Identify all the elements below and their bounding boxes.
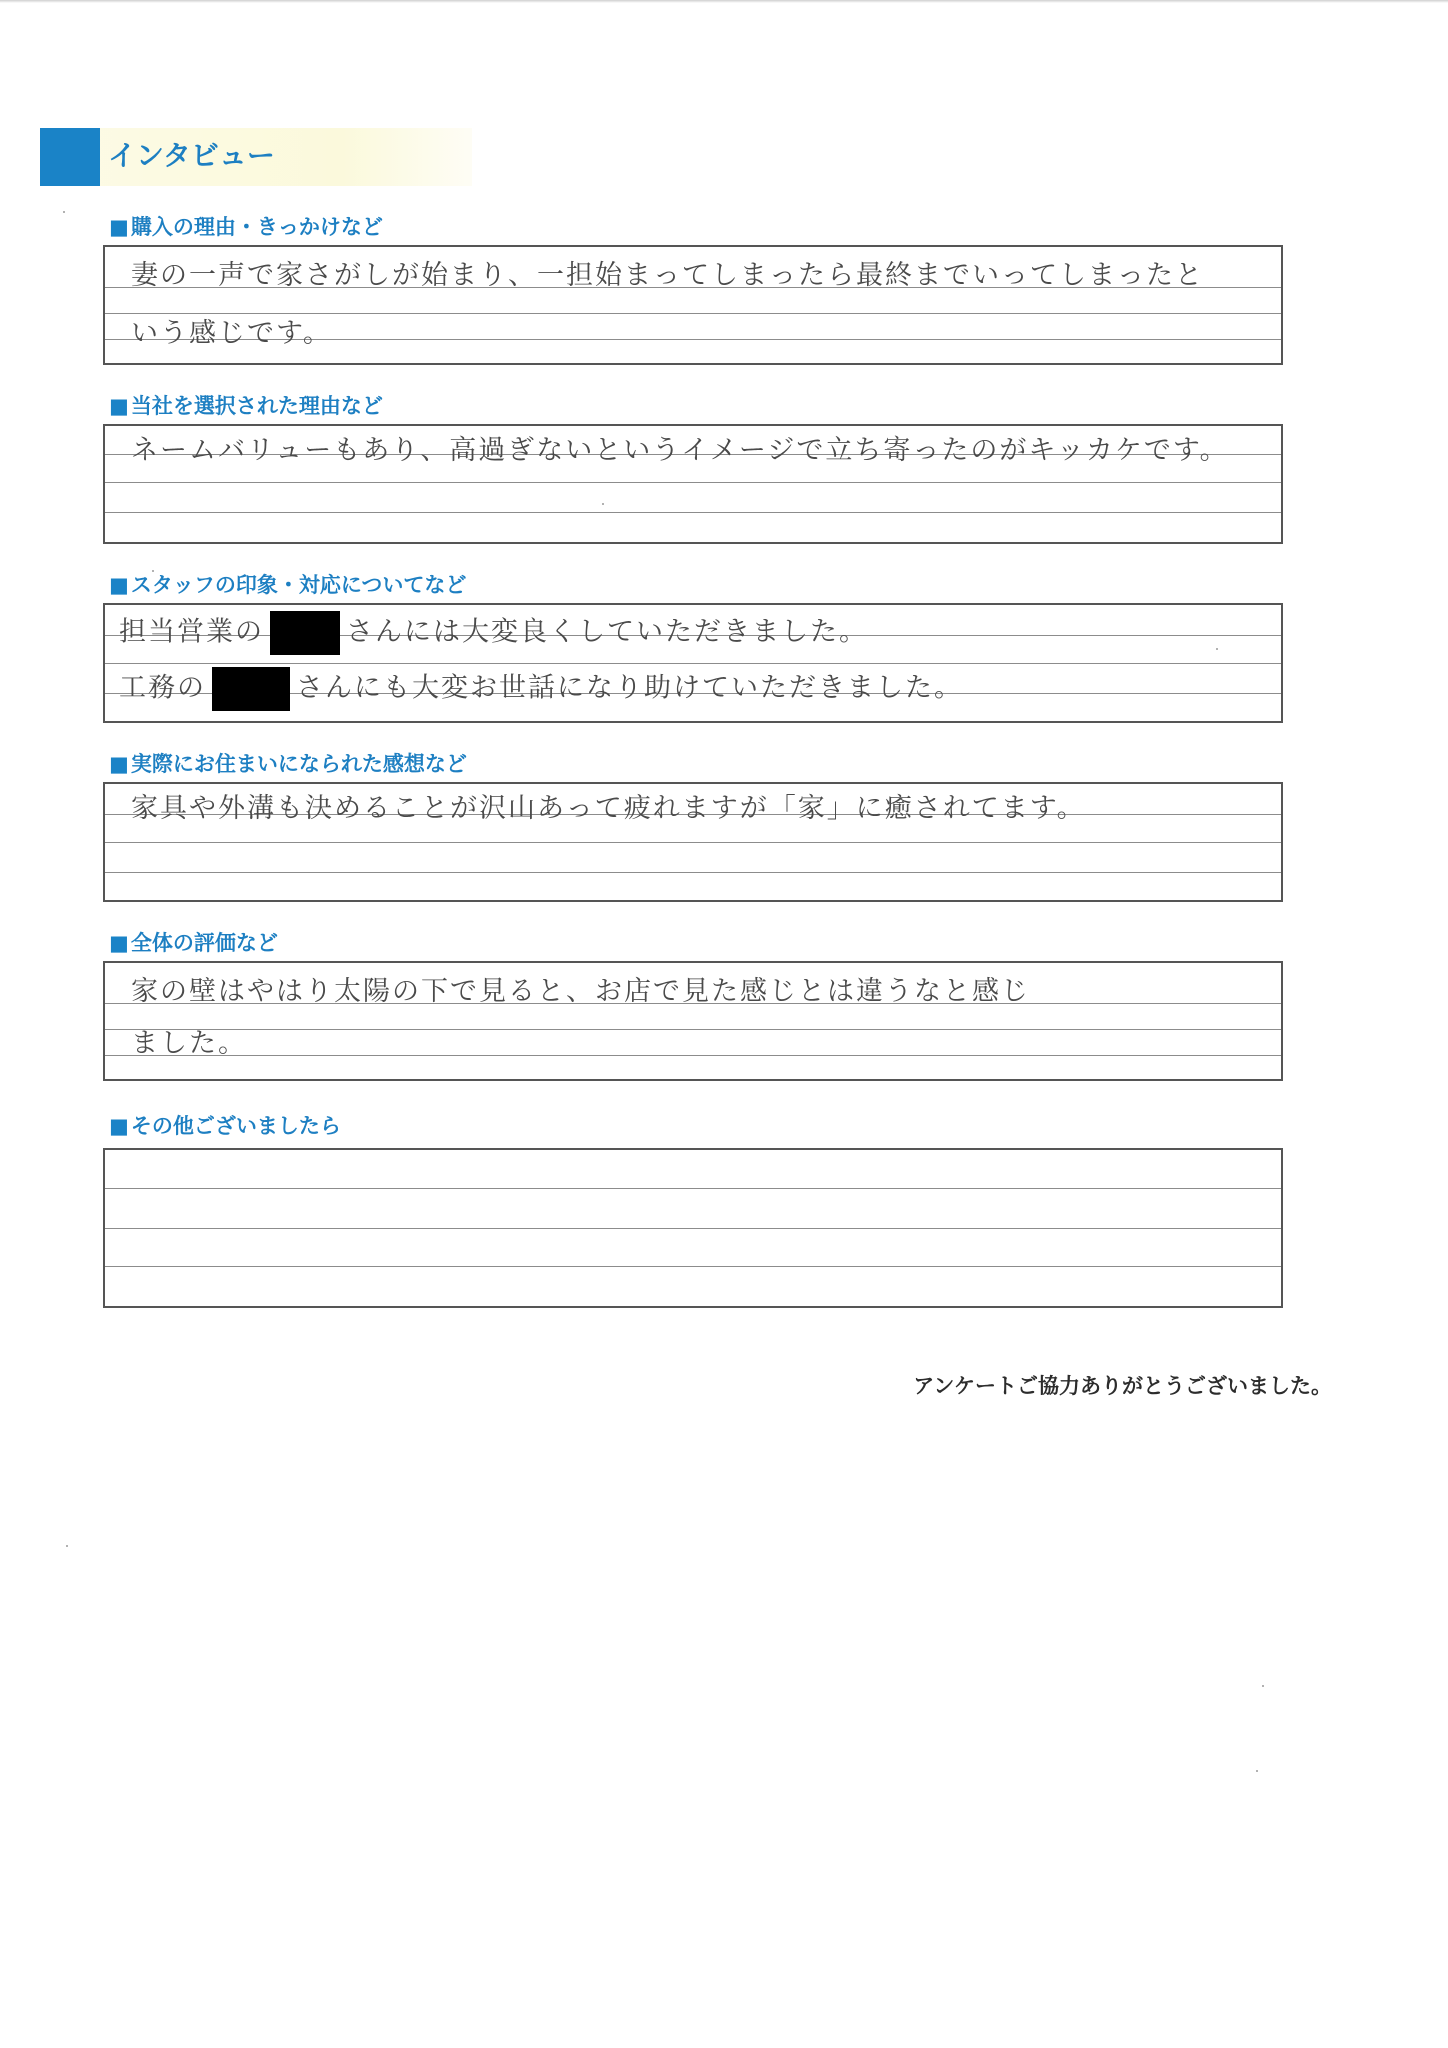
ruled-line: [105, 842, 1281, 843]
scan-edge: [0, 0, 1448, 3]
ruled-line: [105, 1266, 1281, 1267]
handwritten-answer-line: 工務の さんにも大変お世話になり助けていただきました。: [119, 667, 963, 711]
answer-box: [103, 424, 1283, 544]
handwritten-answer-line: ました。: [131, 1028, 247, 1059]
header-accent-block: [40, 128, 100, 186]
redacted-name: [270, 611, 340, 655]
scan-speck: [152, 570, 154, 572]
ruled-line: [105, 512, 1281, 513]
section-title: スタッフの印象・対応についてなど: [130, 573, 467, 597]
section-title: 購入の理由・きっかけなど: [130, 215, 383, 239]
scan-speck: [602, 503, 604, 505]
ruled-line: [105, 663, 1281, 664]
scan-speck: [66, 1545, 68, 1547]
section-title: その他ございましたら: [130, 1114, 341, 1138]
ruled-line: [105, 482, 1281, 483]
closing-message: アンケートご協力ありがとうございました。: [913, 1374, 1332, 1398]
section-title: 当社を選択された理由など: [130, 394, 383, 418]
ruled-line: [105, 872, 1281, 873]
handwritten-answer-line: 妻の一声で家さがしが始まり、一担始まってしまったら最終までいってしまったと: [131, 260, 1204, 291]
scan-speck: [1216, 648, 1218, 650]
scan-speck: [1262, 1685, 1264, 1687]
ruled-line: [105, 1188, 1281, 1189]
section-title: 実際にお住まいになられた感想など: [130, 752, 467, 776]
handwritten-answer-line: ネームバリューもあり、高過ぎないというイメージで立ち寄ったのがキッカケです。: [131, 435, 1229, 466]
ruled-line: [105, 1029, 1281, 1030]
answer-box: [103, 603, 1283, 723]
scan-speck: [63, 211, 65, 213]
answer-box: [103, 245, 1283, 365]
section-title: 全体の評価など: [130, 931, 278, 955]
answer-box: [103, 961, 1283, 1081]
redacted-name: [212, 667, 290, 711]
page-title: インタビュー: [108, 139, 275, 172]
ruled-line: [105, 1228, 1281, 1229]
handwritten-answer-line: 担当営業の さんには大変良くしていただきました。: [119, 611, 868, 655]
answer-box: [103, 782, 1283, 902]
handwritten-answer-line: 家具や外溝も決めることが沢山あって疲れますが「家」に癒されてます。: [131, 793, 1086, 824]
answer-box: [103, 1148, 1283, 1308]
ruled-line: [105, 1055, 1281, 1056]
handwritten-answer-line: いう感じです。: [131, 318, 332, 349]
handwritten-answer-line: 家の壁はやはり太陽の下で見ると、お店で見た感じとは違うなと感じ: [131, 976, 1030, 1007]
ruled-line: [105, 313, 1281, 314]
scan-speck: [1256, 1770, 1258, 1772]
